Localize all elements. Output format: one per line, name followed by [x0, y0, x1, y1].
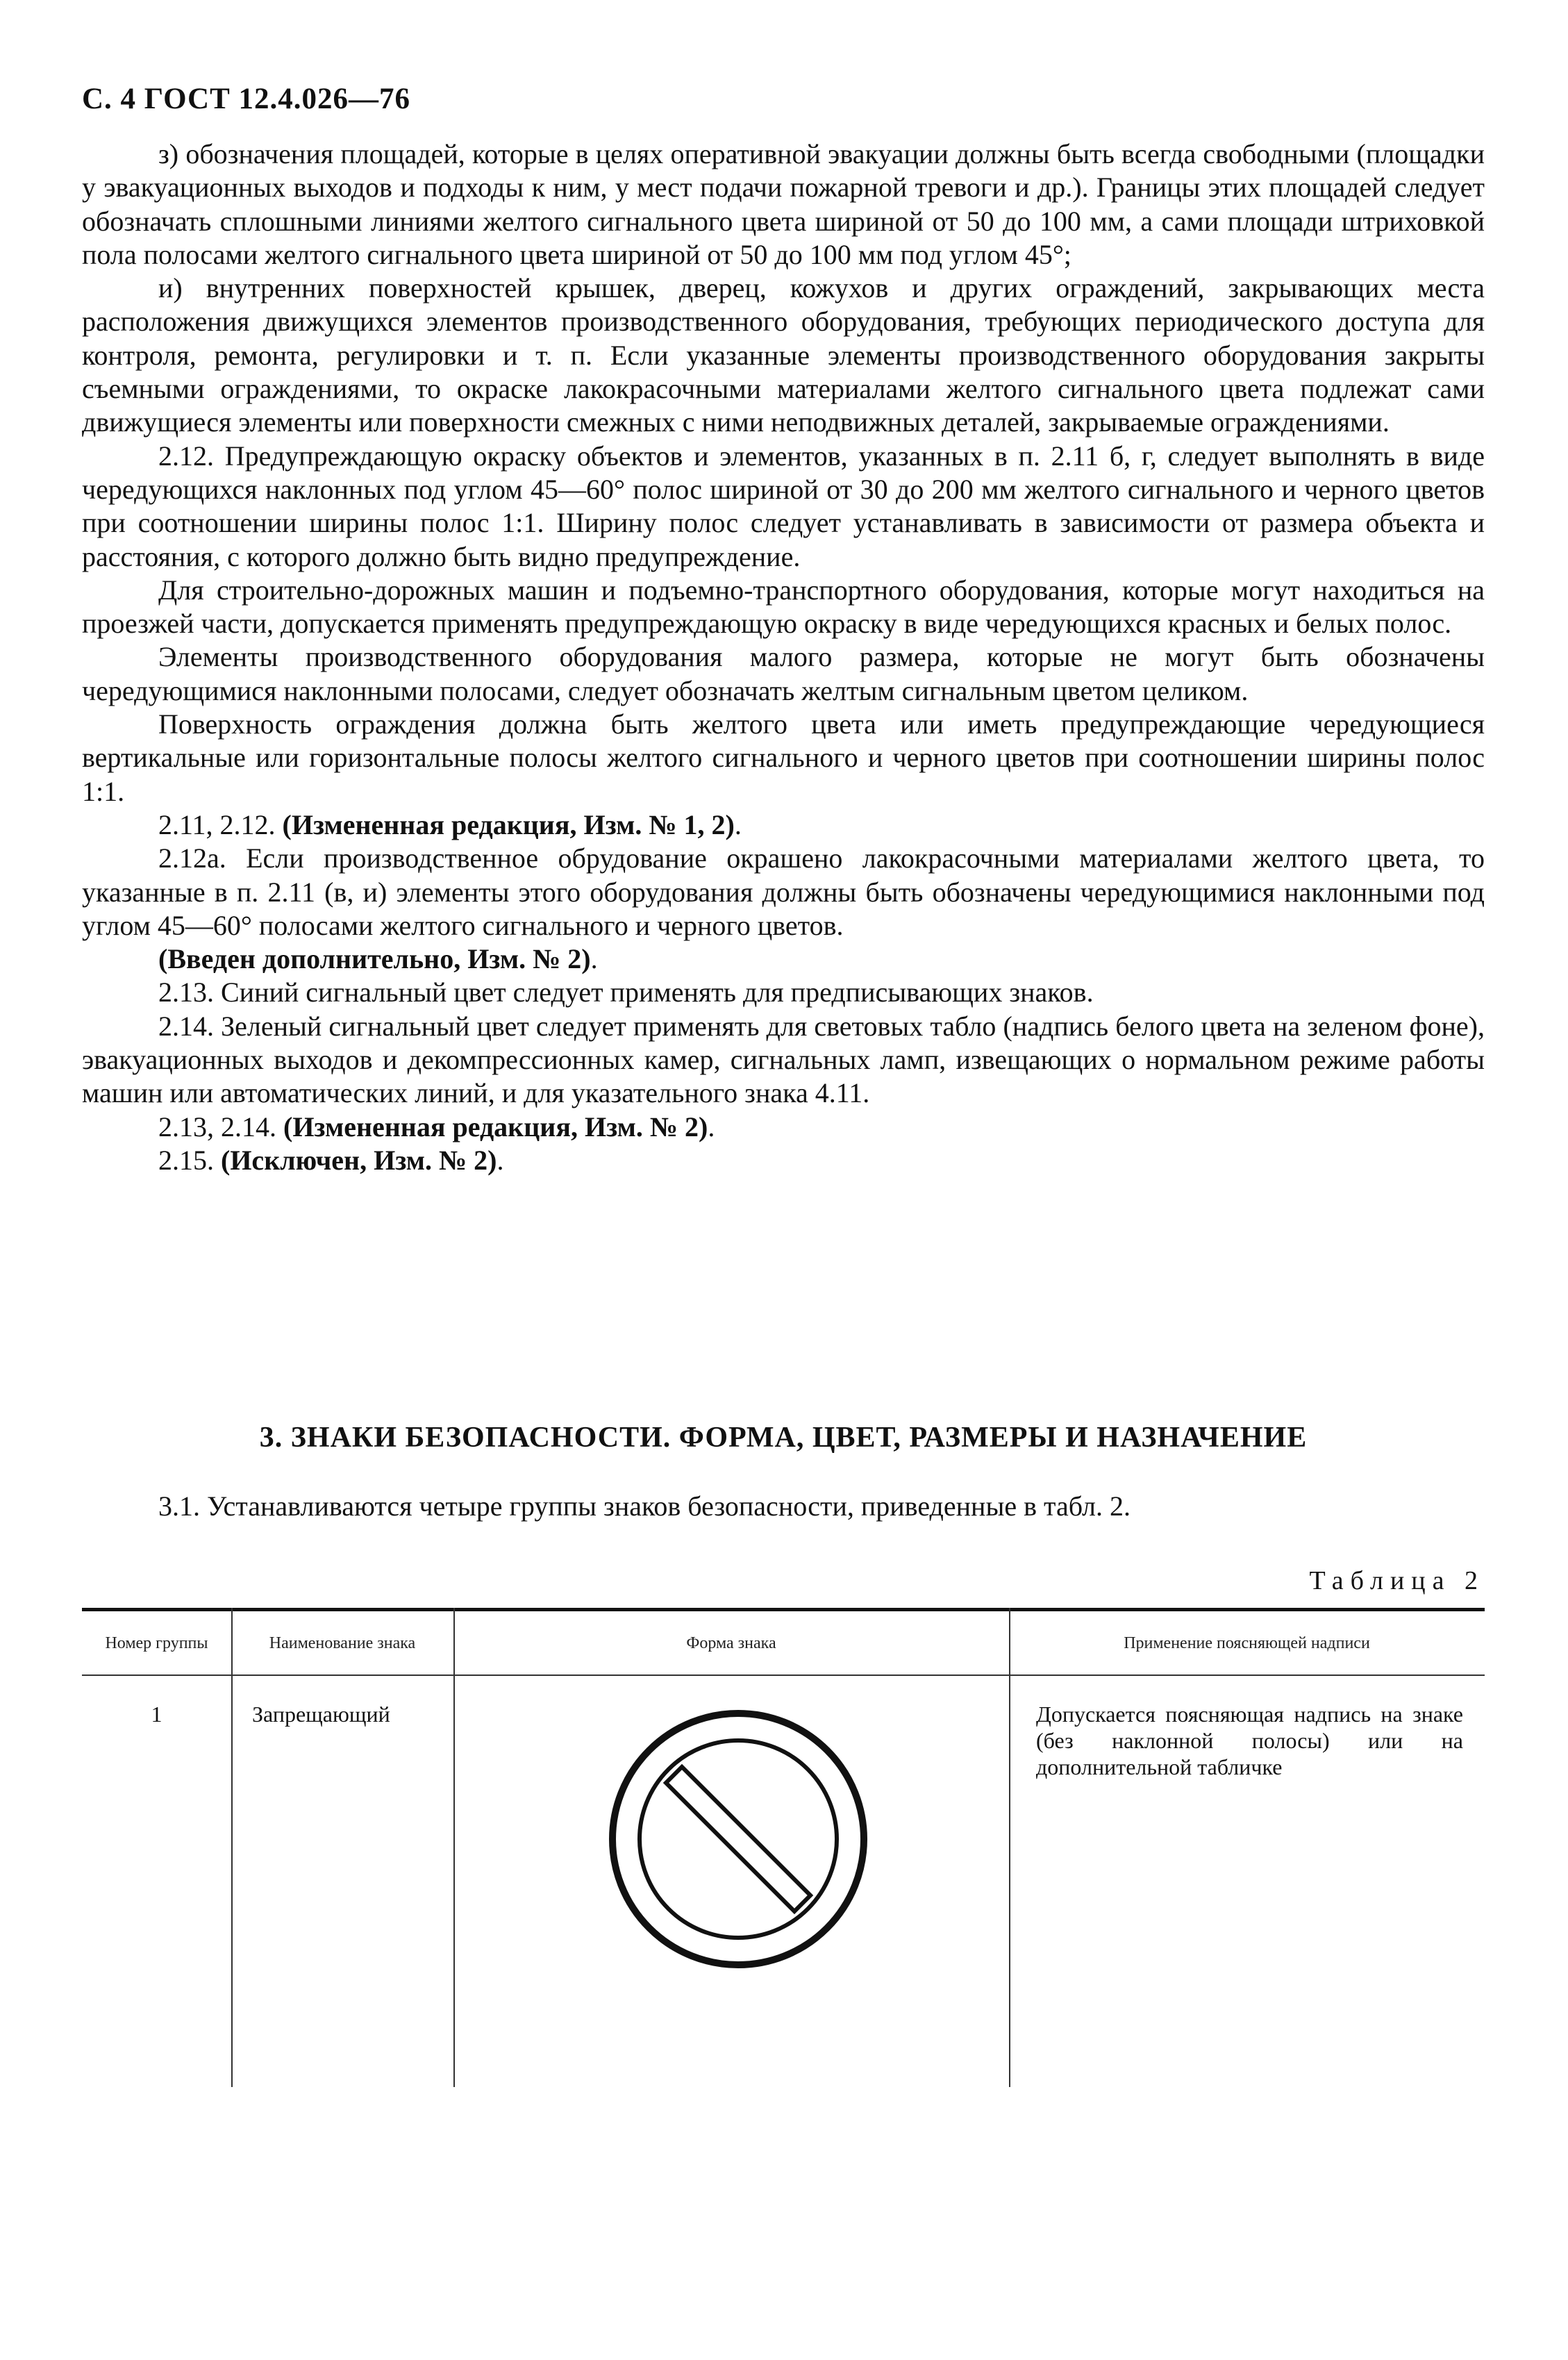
section-intro: 3.1. Устанавливаются четыре группы знаков безопасности, приведенные в табл. 2.: [158, 1490, 1131, 1522]
page-header: С. 4 ГОСТ 12.4.026—76: [82, 83, 411, 115]
header-caption-usage: Применение поясняющей надписи: [1124, 1634, 1370, 1652]
amendment-note: 2.13, 2.14. (Измененная редакция, Изм. № 2).: [158, 1111, 715, 1142]
paragraph: 2.12. Предупреждающую окраску объектов и элементов, указанных в п. 2.11 б, г, следует выполнять в виде чередующихся наклонных под углом 45—60° полос шириной от 30 до 200 мм желтого сигнального и черного цветов при соотношении ширины полос 1:1. Ширину полос следует устанавливать в зависимости от размера объекта и расстояния, с которого должно быть видно предупреждение.: [82, 440, 1485, 572]
paragraph: 2.14. Зеленый сигнальный цвет следует применять для световых табло (надпись белого цвета на зеленом фоне), эвакуационных выходов и декомпрессионных камер, сигнальных ламп, извещающих о нормальном режиме работы машин или автоматических линий, и для указательного знака 4.11.: [82, 1010, 1485, 1109]
table-caption: Таблица 2: [1309, 1566, 1485, 1595]
amendment-note: 2.11, 2.12. (Измененная редакция, Изм. № 1, 2).: [158, 808, 742, 840]
amendment-note: 2.15. (Исключен, Изм. № 2).: [158, 1144, 504, 1176]
header-sign-name: Наименование знака: [269, 1634, 416, 1652]
header-sign-shape: Форма знака: [686, 1634, 776, 1652]
amendment-note: (Введен дополнительно, Изм. № 2).: [158, 943, 598, 975]
prohibition-sign-icon: [606, 1707, 870, 1971]
section-title: 3. ЗНАКИ БЕЗОПАСНОСТИ. ФОРМА, ЦВЕТ, РАЗМЕРЫ И НАЗНАЧЕНИЕ: [259, 1422, 1308, 1454]
signs-table: [82, 1608, 1485, 2087]
paragraph: Элементы производственного оборудования малого размера, которые не могут быть обозначены чередующимися наклонными полосами, следует обозначать желтым сигнальным цветом целиком.: [82, 641, 1485, 706]
paragraph: 2.12а. Если производственное обрудование окрашено лакокрасочными материалами желтого цвета, то указанные в п. 2.11 (в, и) элементы этого оборудования должны быть обозначены чередующимися наклонными под углом 45—60° полосами желтого сигнального и черного цветов.: [82, 842, 1485, 941]
cell-sign-name: Запрещающий: [252, 1702, 390, 1727]
table-top-rule: [82, 1608, 1485, 1611]
cell-group-number: 1: [151, 1702, 162, 1727]
cell-caption-note: Допускается поясняющая надпись на знаке (без наклонной полосы) или на дополнительной табличке: [1036, 1702, 1463, 1779]
body-text: [82, 138, 1485, 1177]
column-divider: [1009, 1608, 1010, 2087]
header-group-number: Номер группы: [105, 1634, 208, 1652]
paragraph: и) внутренних поверхностей крышек, дверец, кожухов и других ограждений, закрывающих места расположения движущихся элементов производственного оборудования, требующих периодического доступа для контроля, ремонта, регулировки и т. п. Если указанные элементы производственного оборудования закрыты съемными ограждениями, то окраске лакокрасочными материалами желтого сигнального цвета подлежат сами движущиеся элементы или поверхности смежных с ними неподвижных деталей, закрываемые ограждениями.: [82, 272, 1485, 438]
paragraph: Для строительно-дорожных машин и подъемно-транспортного оборудования, которые могут находиться на проезжей части, допускается применять предупреждающую окраску в виде чередующихся красных и белых полос.: [82, 574, 1485, 640]
table-header-rule: [82, 1675, 1485, 1676]
column-divider: [453, 1608, 455, 2087]
paragraph: 2.13. Синий сигнальный цвет следует применять для предписывающих знаков.: [158, 977, 1094, 1008]
paragraph: з) обозначения площадей, которые в целях оперативной эвакуации должны быть всегда свободными (площадки у эвакуационных выходов и подходы к ним, у мест подачи пожарной тревоги и др.). Границы этих площадей следует обозначать сплошными линиями желтого сигнального цвета шириной от 50 до 100 мм, а сами площади штриховкой пола полосами желтого сигнального цвета шириной от 50 до 100 мм под углом 45°;: [82, 138, 1485, 270]
column-divider: [231, 1608, 233, 2087]
paragraph: Поверхность ограждения должна быть желтого цвета или иметь предупреждающие чередующиеся вертикальные или горизонтальные полосы желтого сигнального и черного цветов при соотношении ширины полос 1:1.: [82, 708, 1485, 807]
